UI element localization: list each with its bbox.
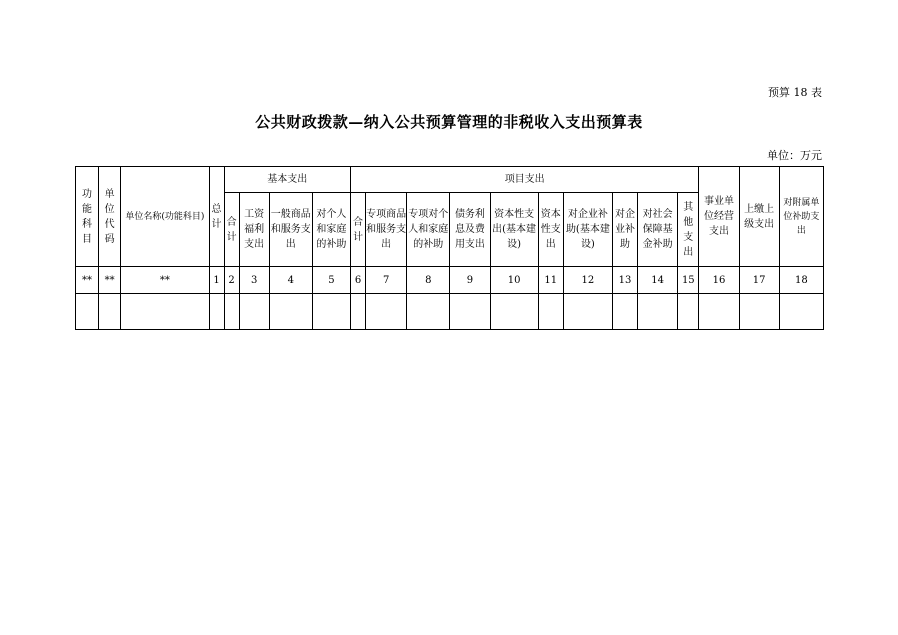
header-project-capital-construction: 资本性支出(基本建设) bbox=[490, 193, 538, 267]
header-basic-expenditure: 基本支出 bbox=[224, 167, 350, 193]
form-number: 预算 18 表 bbox=[768, 86, 822, 99]
data-cell bbox=[239, 294, 269, 330]
data-cell bbox=[312, 294, 350, 330]
index-cell: 7 bbox=[366, 267, 407, 294]
data-cell bbox=[99, 294, 121, 330]
index-cell: 15 bbox=[678, 267, 699, 294]
data-cell bbox=[538, 294, 563, 330]
header-basic-subtotal: 合计 bbox=[224, 193, 239, 267]
data-cell bbox=[678, 294, 699, 330]
index-cell: 2 bbox=[224, 267, 239, 294]
header-total: 总计 bbox=[209, 167, 224, 267]
header-project-social-security: 对社会保障基金补助 bbox=[638, 193, 678, 267]
data-cell bbox=[739, 294, 779, 330]
data-cell bbox=[450, 294, 490, 330]
header-basic-goods-services: 一般商品和服务支出 bbox=[269, 193, 312, 267]
index-cell: 3 bbox=[239, 267, 269, 294]
header-project-debt-interest: 债务利息及费用支出 bbox=[450, 193, 490, 267]
index-cell: ** bbox=[99, 267, 121, 294]
header-project-goods-services: 专项商品和服务支出 bbox=[366, 193, 407, 267]
index-cell: 13 bbox=[612, 267, 637, 294]
data-cell bbox=[407, 294, 450, 330]
index-cell: ** bbox=[121, 267, 209, 294]
data-row bbox=[76, 294, 824, 330]
index-cell: 12 bbox=[563, 267, 612, 294]
data-cell bbox=[209, 294, 224, 330]
index-cell: 6 bbox=[351, 267, 366, 294]
header-project-expenditure: 项目支出 bbox=[351, 167, 699, 193]
index-cell: 5 bbox=[312, 267, 350, 294]
index-cell: ** bbox=[76, 267, 99, 294]
header-unit-code: 单位代码 bbox=[99, 167, 121, 267]
data-cell bbox=[779, 294, 823, 330]
data-cell bbox=[366, 294, 407, 330]
data-cell bbox=[563, 294, 612, 330]
header-affiliate-subsidy: 对附属单位补助支出 bbox=[779, 167, 823, 267]
data-cell bbox=[638, 294, 678, 330]
index-cell: 11 bbox=[538, 267, 563, 294]
index-cell: 14 bbox=[638, 267, 678, 294]
header-project-enterprise-construction: 对企业补助(基本建设) bbox=[563, 193, 612, 267]
header-basic-wages: 工资福利支出 bbox=[239, 193, 269, 267]
index-cell: 18 bbox=[779, 267, 823, 294]
index-cell: 4 bbox=[269, 267, 312, 294]
header-basic-household: 对个人和家庭的补助 bbox=[312, 193, 350, 267]
header-business-expenditure: 事业单位经营支出 bbox=[699, 167, 739, 267]
header-unit-name: 单位名称(功能科目) bbox=[121, 167, 209, 267]
unit-label: 单位：万元 bbox=[767, 149, 822, 162]
index-cell: 8 bbox=[407, 267, 450, 294]
index-cell: 10 bbox=[490, 267, 538, 294]
header-project-household: 专项对个人和家庭的补助 bbox=[407, 193, 450, 267]
index-cell: 9 bbox=[450, 267, 490, 294]
header-upper-level-expenditure: 上缴上级支出 bbox=[739, 167, 779, 267]
header-project-subtotal: 合计 bbox=[351, 193, 366, 267]
data-cell bbox=[76, 294, 99, 330]
header-project-other: 其他支出 bbox=[678, 193, 699, 267]
index-cell: 17 bbox=[739, 267, 779, 294]
data-cell bbox=[699, 294, 739, 330]
data-cell bbox=[224, 294, 239, 330]
data-cell bbox=[269, 294, 312, 330]
page-title: 公共财政拨款—纳入公共预算管理的非税收入支出预算表 bbox=[255, 113, 643, 131]
header-project-capital: 资本性支出 bbox=[538, 193, 563, 267]
header-function-subject: 功能科目 bbox=[76, 167, 99, 267]
header-project-enterprise: 对企业补助 bbox=[612, 193, 637, 267]
budget-table bbox=[75, 166, 824, 330]
index-row bbox=[76, 267, 824, 294]
index-cell: 16 bbox=[699, 267, 739, 294]
data-cell bbox=[121, 294, 209, 330]
data-cell bbox=[612, 294, 637, 330]
data-cell bbox=[490, 294, 538, 330]
index-cell: 1 bbox=[209, 267, 224, 294]
data-cell bbox=[351, 294, 366, 330]
